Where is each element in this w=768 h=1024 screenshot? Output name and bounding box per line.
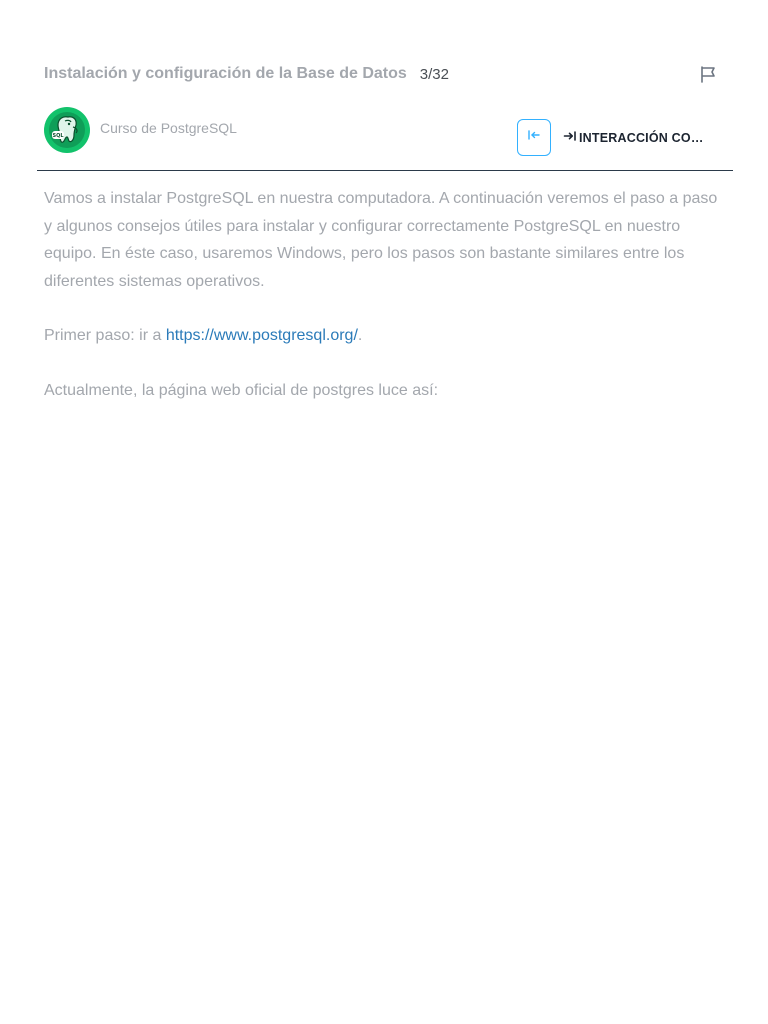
paragraph-website: Actualmente, la página web oficial de postgres luce así:	[44, 381, 439, 399]
first-step-suffix: .	[357, 327, 363, 344]
arrow-left-to-line-icon	[527, 128, 541, 147]
next-lesson-link[interactable]	[563, 129, 704, 146]
arrow-right-to-line-icon	[563, 129, 579, 146]
postgresql-link[interactable]: https://www.postgresql.org/	[165, 327, 358, 344]
course-name[interactable]: Curso de PostgreSQL	[100, 120, 237, 136]
svg-text:SQL: SQL	[52, 133, 64, 139]
flag-icon[interactable]	[698, 64, 718, 84]
previous-lesson-button[interactable]	[517, 119, 551, 156]
postgresql-elephant-icon	[44, 107, 90, 153]
header-divider	[37, 170, 733, 171]
lesson-content	[44, 185, 724, 431]
lesson-counter: 3/32	[419, 65, 449, 83]
paragraph-intro: Vamos a instalar PostgreSQL en nuestra computadora. A continuación veremos el paso a paso y algunos consejos útiles para instalar y configurar correctamente PostgreSQL en nuestro equipo. En éste caso, usaremos Windows, pero los pasos son bastante similares entre los diferentes sistemas operativos.	[44, 190, 718, 290]
next-lesson-label: INTERACCIÓN CO…	[579, 130, 704, 145]
lesson-title: Instalación y configuración de la Base de Datos	[44, 65, 407, 82]
course-row	[44, 107, 724, 157]
lesson-header	[44, 62, 724, 86]
paragraph-first-step	[44, 322, 724, 350]
first-step-text: Primer paso: ir a	[44, 327, 166, 344]
